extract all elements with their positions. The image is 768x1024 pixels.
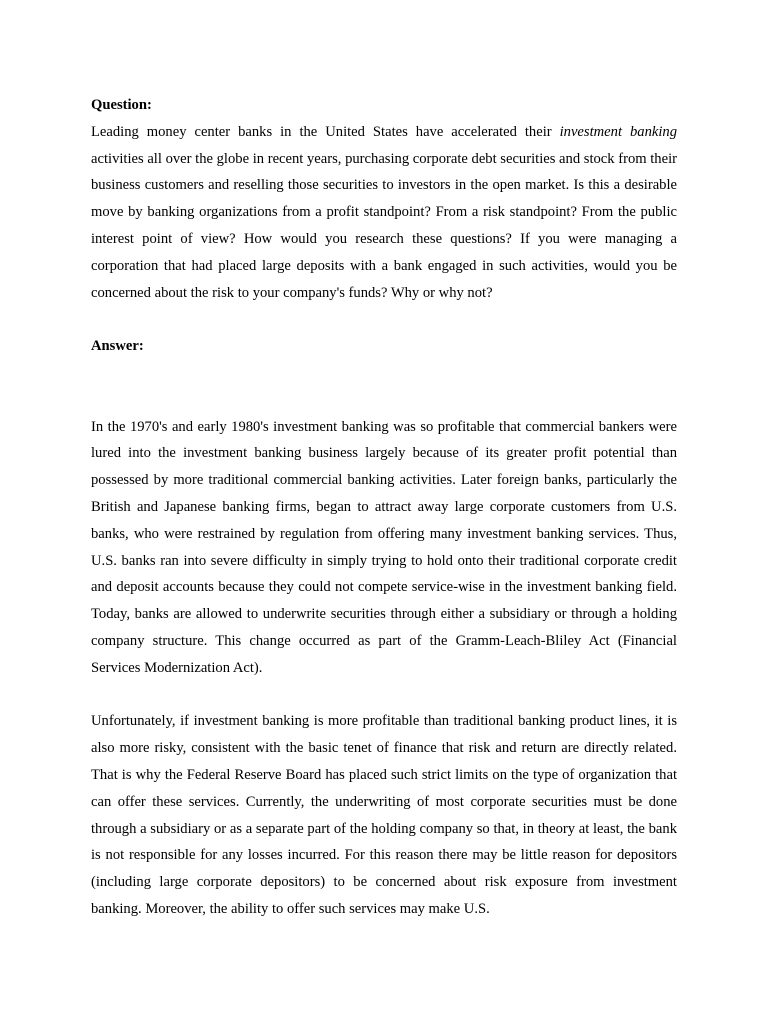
document-page: [91, 92, 677, 923]
answer-heading: Answer:: [91, 338, 144, 355]
question-text-end: activities all over the globe in recent years, purchasing corporate debt securities and stock from their business customers and reselling those securities to investors in the open market. Is this a desirable move by banking organizations from a profit standpoint? From a risk standpoint? From the public interest point of view? How would you research these questions? If you were managing a corporation that had placed large deposits with a bank engaged in such activities, would you be concerned about the risk to your company's funds? Why or why not?: [91, 150, 677, 301]
question-italic-term: investment banking: [559, 123, 677, 140]
answer-paragraph-1: In the 1970's and early 1980's investment banking was so profitable that commercial bankers were lured into the investment banking business largely because of its greater profit potential than possessed by more traditional commercial banking activities. Later foreign banks, particularly the British and Japanese banking firms, began to attract away large corporate customers from U.S. banks, who were restrained by regulation from offering many investment banking services. Thus, U.S. banks ran into severe difficulty in simply trying to hold onto their traditional corporate credit and deposit accounts because they could not compete service-wise in the investment banking field. Today, banks are allowed to underwrite securities through either a subsidiary or through a holding company structure. This change occurred as part of the Gramm-Leach-Bliley Act (Financial Services Modernization Act).: [91, 418, 677, 676]
question-text-start: Leading money center banks in the United States have accelerated their: [91, 123, 560, 140]
answer-paragraph-2: Unfortunately, if investment banking is more profitable than traditional banking product lines, it is also more risky, consistent with the basic tenet of finance that risk and return are directly related. That is why the Federal Reserve Board has placed such strict limits on the type of organization that can offer these services. Currently, the underwriting of most corporate securities must be done through a subsidiary or as a separate part of the holding company so that, in theory at least, the bank is not responsible for any losses incurred. For this reason there may be little reason for depositors (including large corporate depositors) to be concerned about risk exposure from investment banking. Moreover, the ability to offer such services may make U.S.: [91, 713, 677, 917]
question-text: [91, 119, 677, 307]
question-heading: Question:: [91, 97, 152, 113]
spacer: [91, 360, 677, 414]
spacer: [91, 306, 677, 333]
spacer: [91, 682, 677, 709]
